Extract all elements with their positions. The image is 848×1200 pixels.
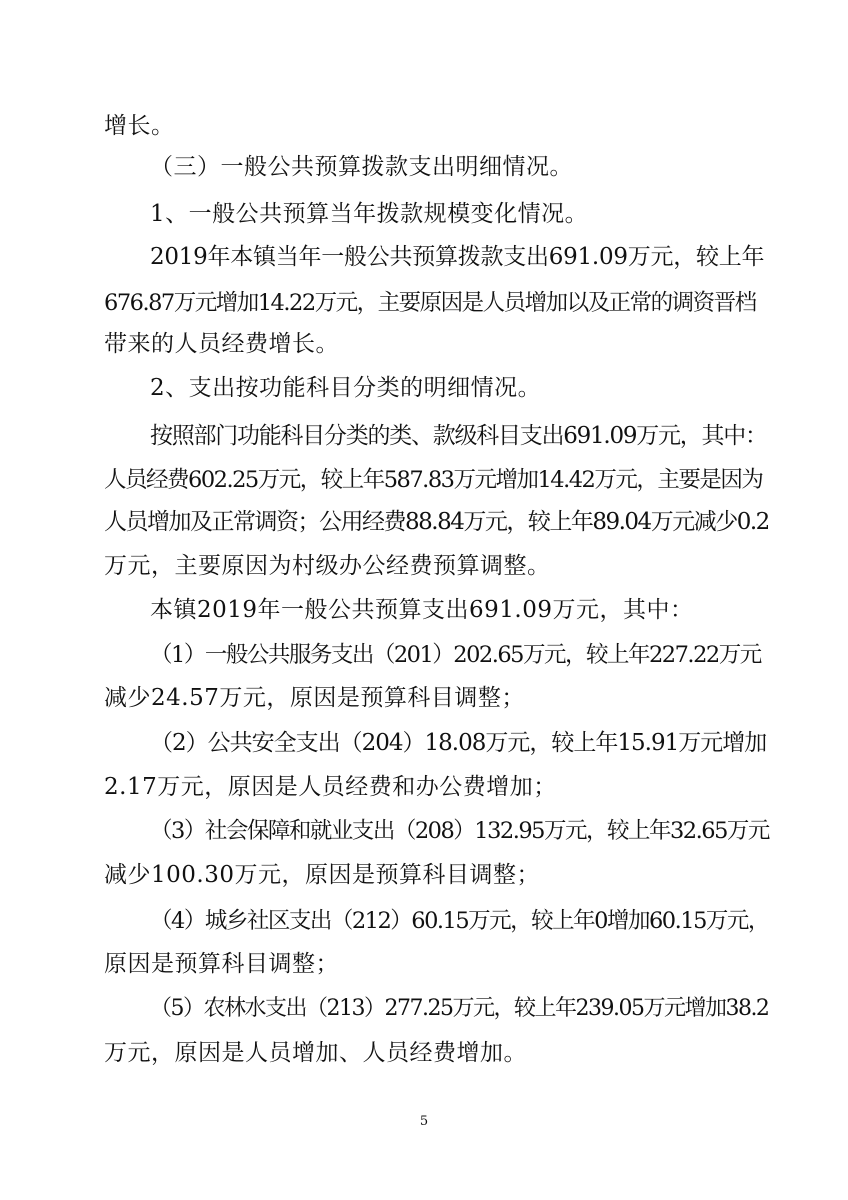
subsection-heading: 2、支出按功能科目分类的明细情况。 bbox=[150, 375, 542, 401]
list-item-continuation: 减少100.30万元，原因是预算科目调整； bbox=[104, 862, 540, 888]
text-line: 2019年本镇当年一般公共预算拨款支出691.09万元，较上年 bbox=[150, 244, 765, 270]
list-item: （5）农林水支出（213）277.25万元，较上年239.05万元增加38.2 bbox=[150, 996, 769, 1021]
list-item-continuation: 万元，原因是人员增加、人员经费增加。 bbox=[104, 1040, 527, 1066]
subsection-heading: 1、一般公共预算当年拨款规模变化情况。 bbox=[150, 201, 589, 227]
text-line: 带来的人员经费增长。 bbox=[104, 331, 339, 357]
text-line: 按照部门功能科目分类的类、款级科目支出691.09万元，其中： bbox=[150, 423, 767, 449]
text-line: 本镇2019年一般公共预算支出691.09万元，其中： bbox=[150, 597, 694, 623]
list-item-continuation: 原因是预算科目调整； bbox=[104, 951, 339, 977]
text-line: 人员经费602.25万元，较上年587.83万元增加14.42万元，主要是因为 bbox=[104, 467, 763, 493]
text-line: 676.87万元增加14.22万元，主要原因是人员增加以及正常的调资晋档 bbox=[104, 290, 756, 316]
list-item-continuation: 减少24.57万元，原因是预算科目调整； bbox=[104, 685, 525, 711]
page-number: 5 bbox=[419, 1114, 429, 1129]
list-item: （1）一般公共服务支出（201）202.65万元，较上年227.22万元 bbox=[150, 642, 761, 668]
list-item-continuation: 2.17万元，原因是人员经费和办公费增加； bbox=[104, 774, 557, 800]
list-item: （3）社会保障和就业支出（208）132.95万元，较上年32.65万元 bbox=[150, 818, 769, 844]
section-heading: （三）一般公共预算拨款支出明细情况。 bbox=[150, 154, 573, 180]
list-item: （4）城乡社区支出（212）60.15万元，较上年0增加60.15万元， bbox=[150, 908, 769, 934]
text-line: 人员增加及正常调资；公用经费88.84万元，较上年89.04万元减少0.2 bbox=[104, 509, 769, 535]
list-item: （2）公共安全支出（204）18.08万元，较上年15.91万元增加 bbox=[150, 730, 767, 756]
text-line: 增长。 bbox=[104, 113, 175, 139]
text-line: 万元，主要原因为村级办公经费预算调整。 bbox=[104, 553, 551, 579]
